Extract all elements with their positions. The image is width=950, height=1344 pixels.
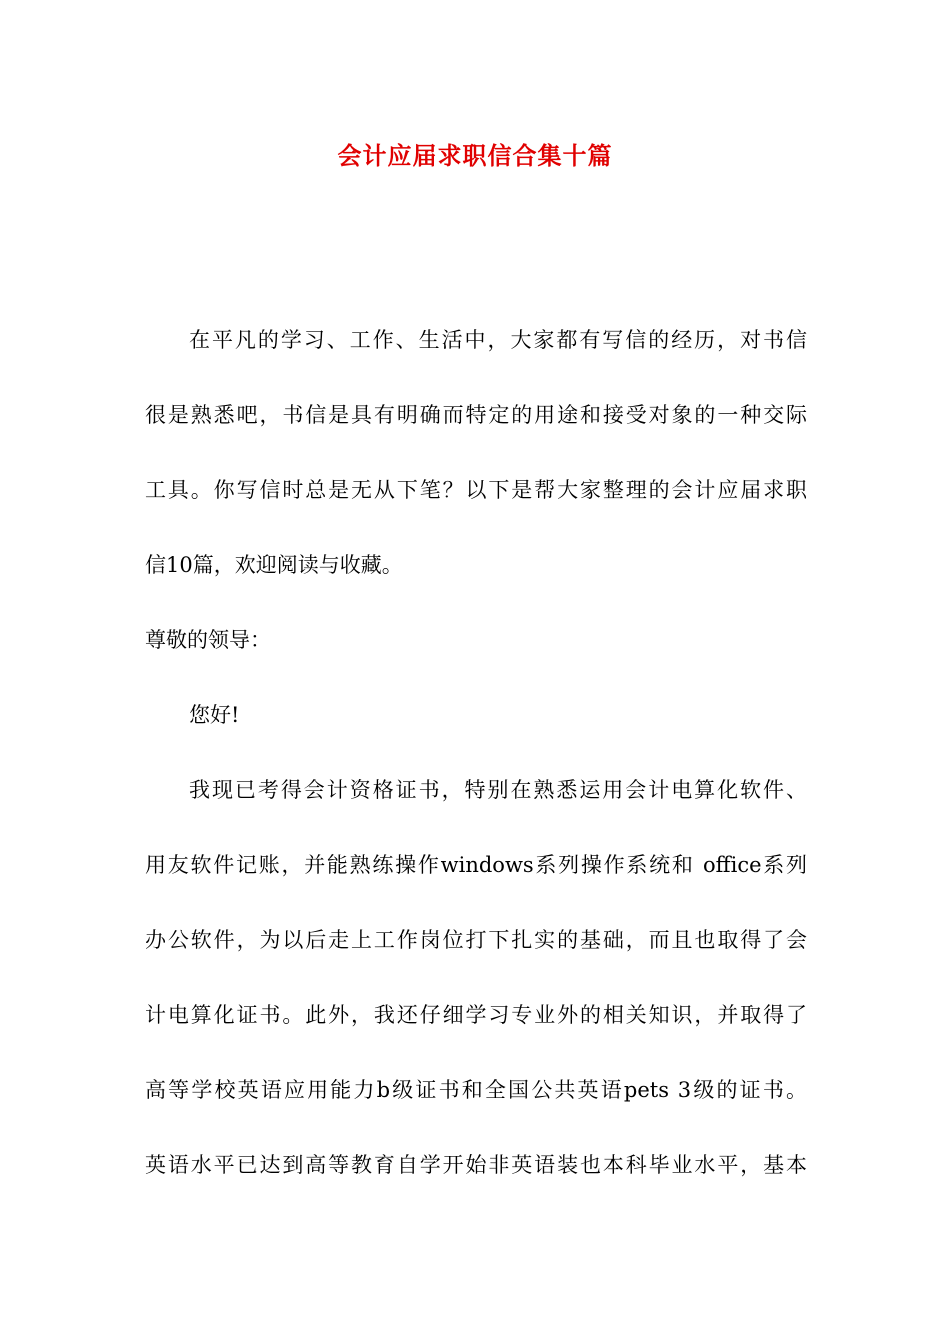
paragraph-line: 工具。你写信时总是无从下笔？以下是帮大家整理的会计应届求职 — [145, 478, 807, 502]
paragraph-line: 高等学校英语应用能力b级证书和全国公共英语pets 3级的证书。 — [145, 1078, 807, 1102]
greeting: 您好! — [189, 703, 240, 727]
paragraph-line: 很是熟悉吧，书信是具有明确而特定的用途和接受对象的一种交际 — [145, 403, 807, 427]
paragraph-line: 英语水平已达到高等教育自学开始非英语装也本科毕业水平，基本 — [145, 1153, 807, 1177]
paragraph-line: 用友软件记账，并能熟练操作windows系列操作系统和 office系列 — [145, 853, 807, 877]
paragraph-line: 在平凡的学习、工作、生活中，大家都有写信的经历，对书信 — [189, 328, 807, 352]
document-title: 会计应届求职信合集十篇 — [337, 141, 613, 170]
paragraph-line: 计电算化证书。此外，我还仔细学习专业外的相关知识，并取得了 — [145, 1003, 807, 1027]
salutation: 尊敬的领导： — [145, 628, 271, 652]
paragraph-line: 办公软件，为以后走上工作岗位打下扎实的基础，而且也取得了会 — [145, 928, 807, 952]
paragraph-line: 信10篇，欢迎阅读与收藏。 — [145, 553, 403, 577]
paragraph-line: 我现已考得会计资格证书，特别在熟悉运用会计电算化软件、 — [189, 778, 807, 802]
